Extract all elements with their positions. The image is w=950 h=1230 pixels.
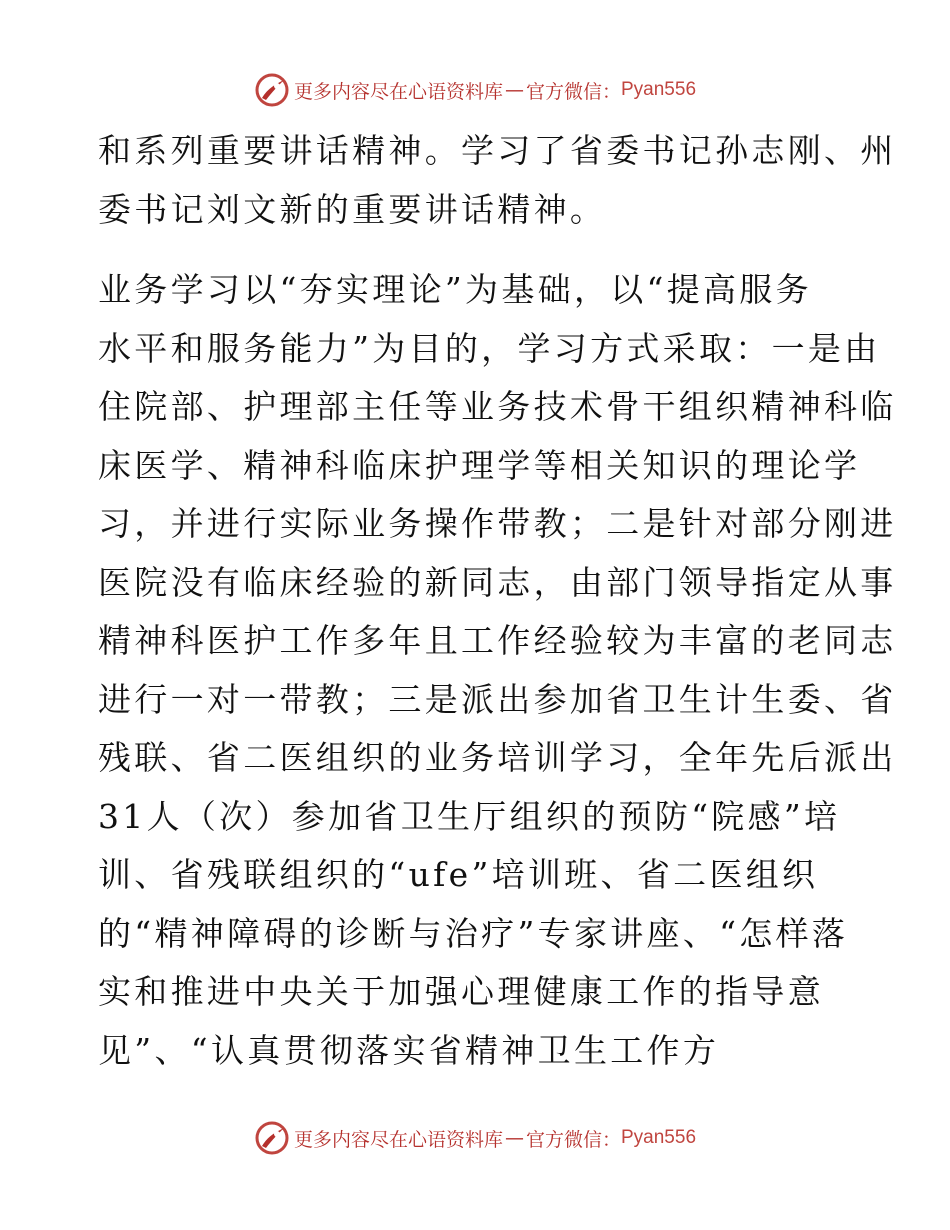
- text-line: 习，并进行实际业务操作带教；二是针对部分刚进: [98, 504, 897, 543]
- text-line: 水平和服务能力”为目的，学习方式采取：一是由: [98, 328, 881, 368]
- banner-text: 更多内容尽在心语资料库: [293, 80, 503, 103]
- paragraph-spacer: [98, 239, 858, 261]
- text-line: 31人（次）参加省卫生厅组织的预防“院感”培: [98, 796, 841, 836]
- text-line: 训、省残联组织的“ufe”培训班、省二医组织: [98, 855, 819, 894]
- text-line: 进行一对一带教；三是派出参加省卫生计生委、省: [98, 679, 897, 719]
- banner-wechat-label: 官方微信：: [525, 1128, 621, 1151]
- text-line: 和系列重要讲话精神。学习了省委书记孙志刚、州: [98, 131, 897, 170]
- text-line: 住院部、护理部主任等业务技术骨干组织精神科临: [98, 387, 897, 426]
- paragraph: [98, 122, 897, 239]
- paragraph: [98, 261, 897, 1080]
- text-line: 残联、省二医组织的业务培训学习，全年先后派出: [98, 738, 897, 777]
- document-body: [98, 122, 897, 1080]
- text-line: 委书记刘文新的重要讲话精神。: [98, 189, 607, 229]
- text-line: 的“精神障碍的诊断与治疗”专家讲座、“怎样落: [98, 913, 849, 953]
- brand-logo-icon: [254, 72, 290, 108]
- text-line: 业务学习以“夯实理论”为基础，以“提高服务: [98, 270, 812, 309]
- footer-watermark-banner: [0, 1118, 950, 1158]
- text-line: 实和推进中央关于加强心理健康工作的指导意: [98, 972, 824, 1011]
- brand-logo-icon: [254, 1120, 290, 1156]
- text-line: 床医学、精神科临床护理学等相关知识的理论学: [98, 445, 861, 485]
- text-line: 医院没有临床经验的新同志，由部门领导指定从事: [98, 562, 897, 602]
- banner-separator: —: [504, 79, 524, 101]
- text-line: 精神科医护工作多年且工作经验较为丰富的老同志: [98, 621, 897, 660]
- header-watermark-banner: [0, 70, 950, 110]
- banner-account: Pyan556: [621, 79, 697, 100]
- banner-wechat-label: 官方微信：: [525, 80, 621, 103]
- banner-separator: —: [504, 1127, 524, 1149]
- banner-account: Pyan556: [621, 1127, 697, 1148]
- banner-text: 更多内容尽在心语资料库: [293, 1128, 503, 1151]
- text-line: 见”、“认真贯彻落实省精神卫生工作方: [98, 1030, 720, 1070]
